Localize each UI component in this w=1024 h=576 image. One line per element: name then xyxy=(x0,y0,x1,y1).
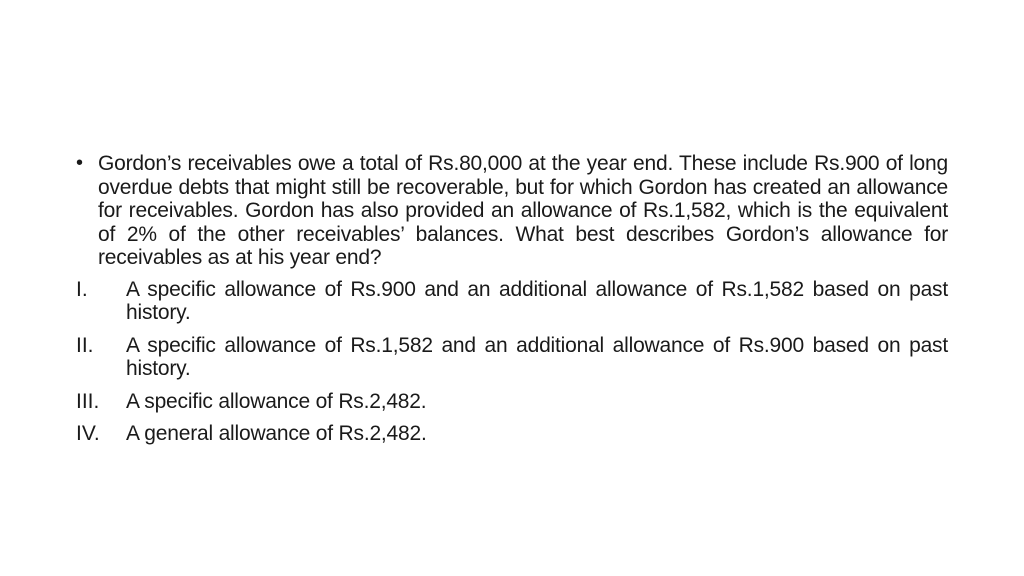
option-1 xyxy=(76,278,948,325)
option-marker: IV. xyxy=(76,422,100,445)
slide-content xyxy=(76,152,948,455)
question-bullet xyxy=(76,152,948,270)
option-marker: III. xyxy=(76,389,100,413)
option-3 xyxy=(76,390,948,414)
option-2 xyxy=(76,334,948,381)
bullet-icon: • xyxy=(76,152,84,174)
option-text: A specific allowance of Rs.1,582 and an additional allowance of Rs.900 based on past history. xyxy=(126,333,948,380)
option-text: A specific allowance of Rs.900 and an additional allowance of Rs.1,582 based on past history. xyxy=(126,277,948,324)
option-text: A general allowance of Rs.2,482. xyxy=(126,422,427,445)
answer-options xyxy=(76,278,948,446)
option-marker: II. xyxy=(76,333,94,357)
option-marker: I. xyxy=(76,277,88,301)
option-4 xyxy=(76,422,948,446)
question-text: Gordon’s receivables owe a total of Rs.80,000 at the year end. These include Rs.900 of long overdue debts that might still be recoverable, but for which Gordon has created an allowance for receivables. Gordon has also provided an allowance of Rs.1,582, which is the equivalent of 2% of the other receivables’ balances. What best describes Gordon’s allowance for receivables as at his year end? xyxy=(98,152,948,269)
option-text: A specific allowance of Rs.2,482. xyxy=(126,389,427,413)
